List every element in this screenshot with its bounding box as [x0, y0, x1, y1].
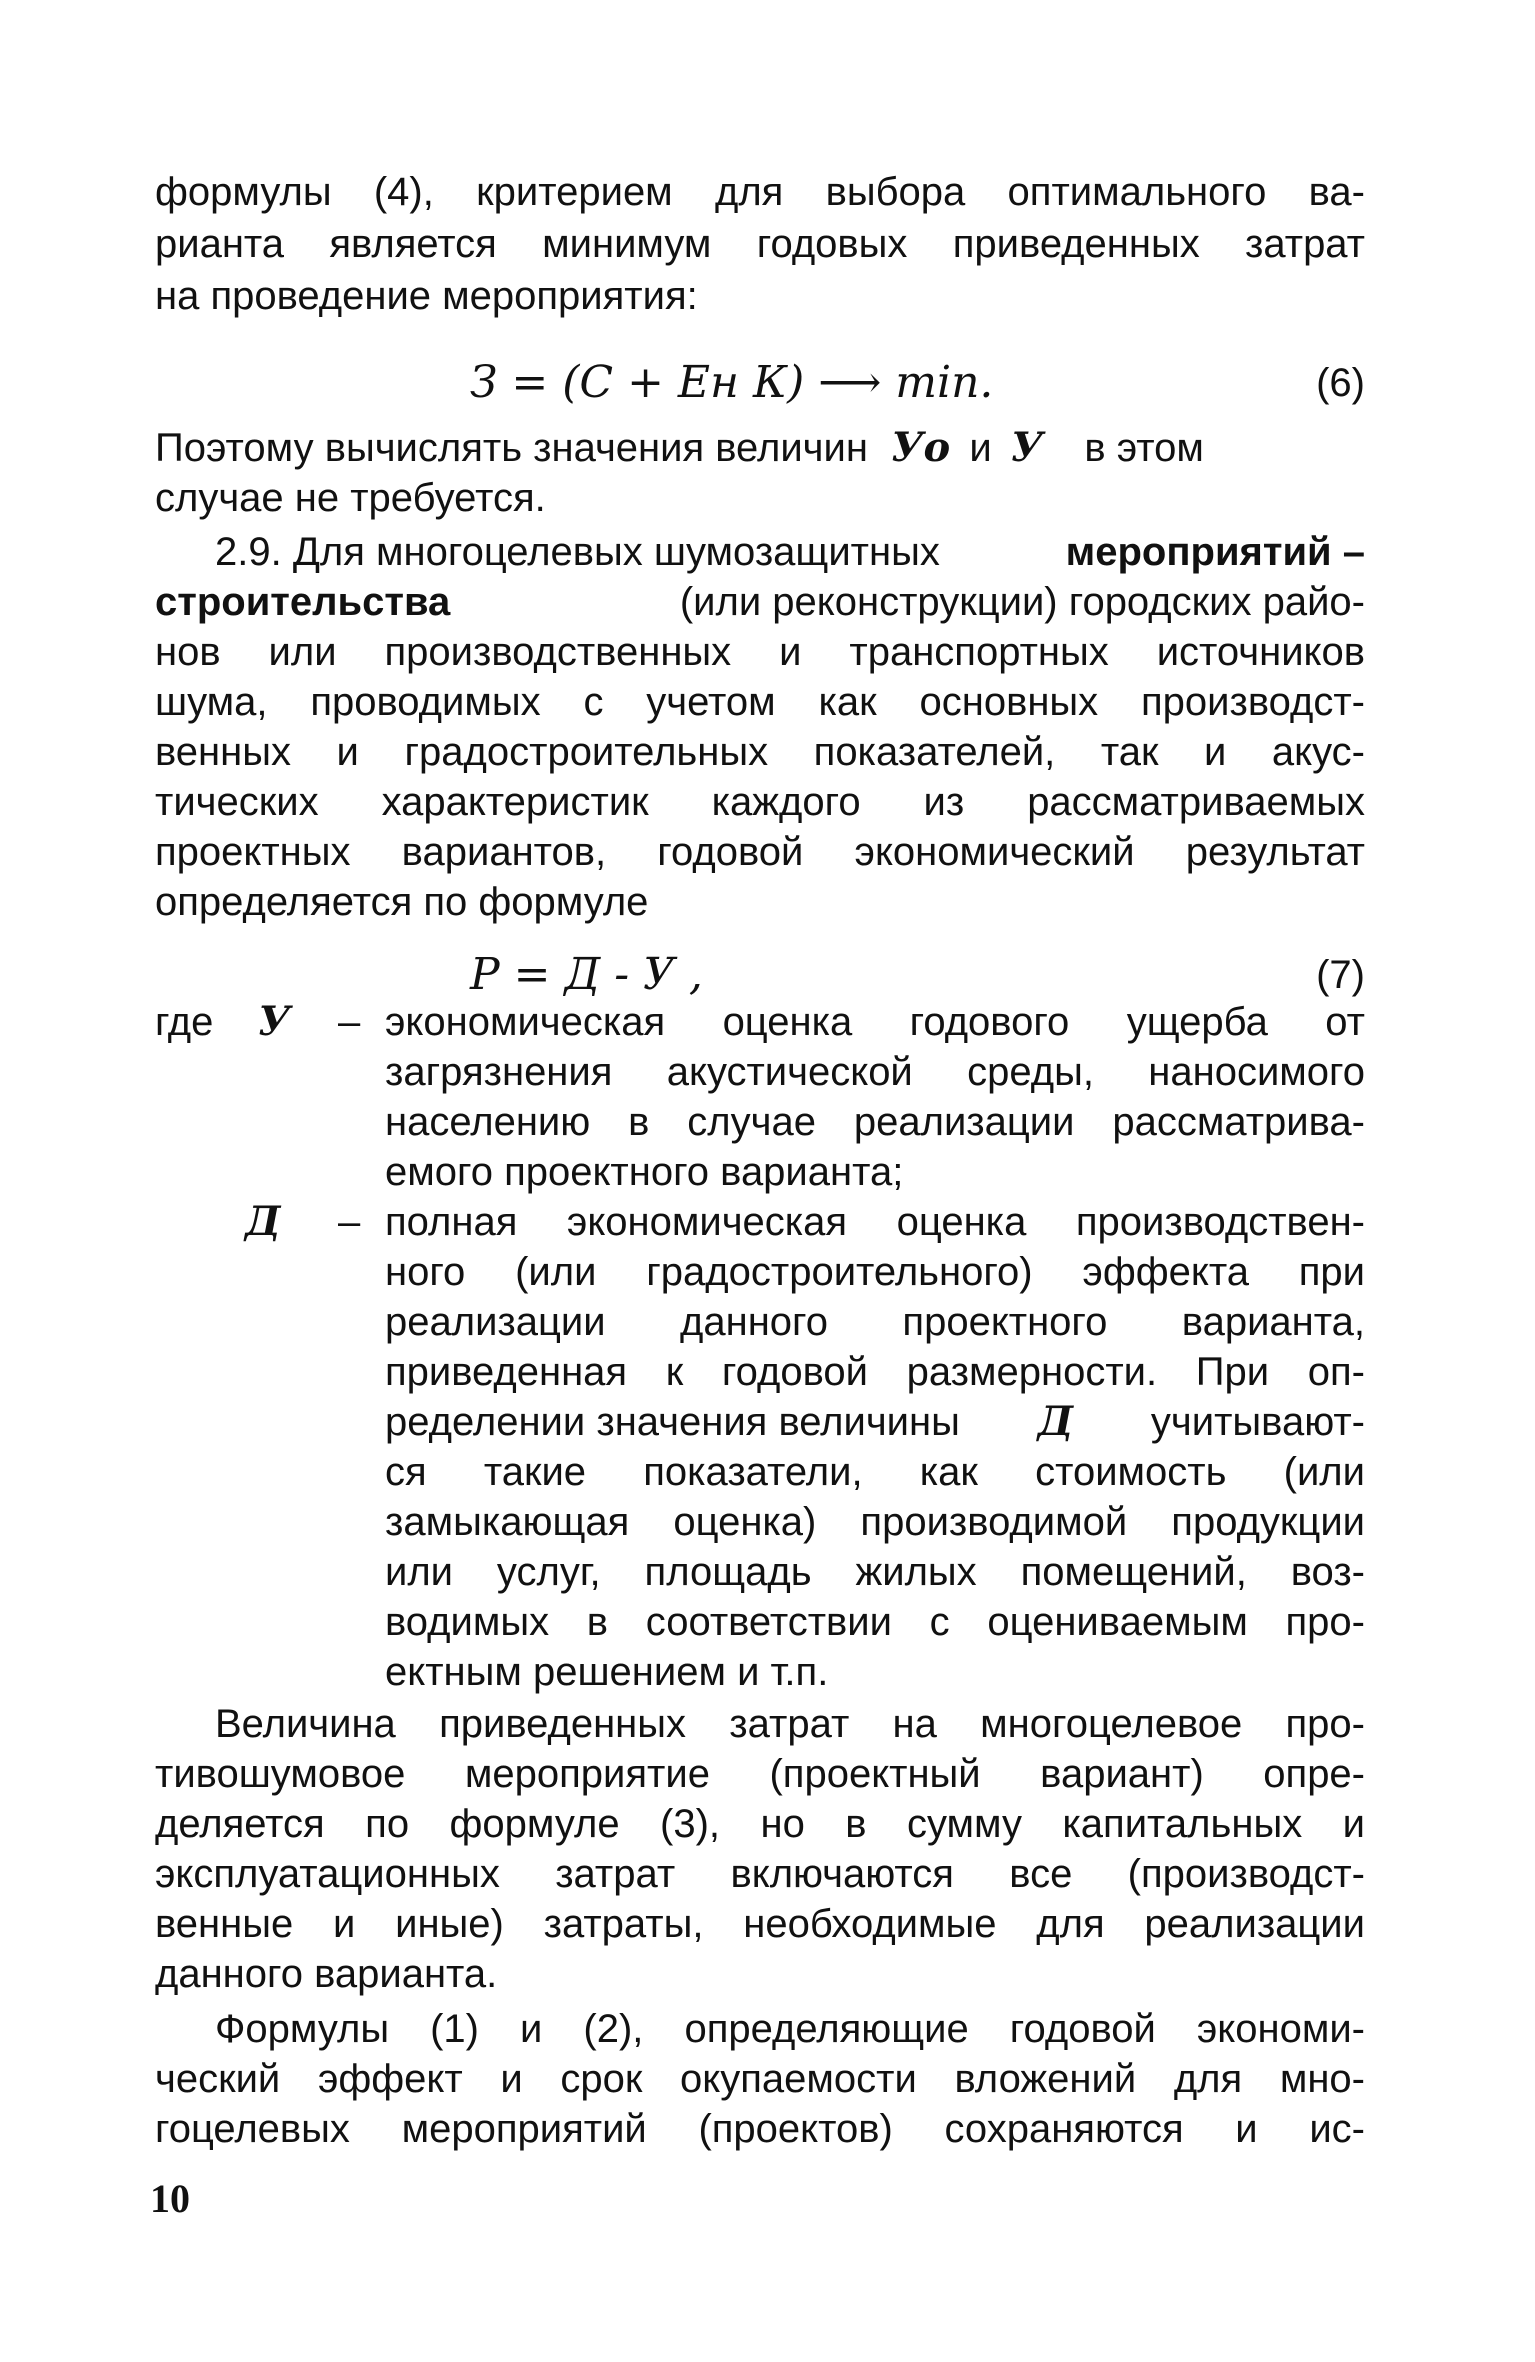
- definition-line: емого проектного варианта;: [385, 1150, 904, 1194]
- definition-line: ного (или градостроительного) эффекта при: [385, 1250, 1365, 1294]
- formula-6: З = (С + Ен К) ⟶ min.: [470, 357, 994, 408]
- text-span: 2.9. Для многоцелевых шумозащитных: [215, 530, 940, 574]
- text-line: Величина приведенных затрат на многоцелевое про-: [215, 1702, 1365, 1746]
- definition-line: полная экономическая оценка производствен-: [385, 1200, 1365, 1244]
- dash: –: [338, 1000, 361, 1044]
- symbol-u: У: [1010, 424, 1044, 471]
- text-line: деляется по формуле (3), но в сумму капитальных и: [155, 1802, 1365, 1846]
- symbol-u: У: [258, 998, 291, 1045]
- formula-7: Р = Д - У ,: [470, 949, 703, 1000]
- text-line: рианта является минимум годовых приведенных затрат: [155, 222, 1365, 266]
- text-line: ческий эффект и срок окупаемости вложений для мно-: [155, 2057, 1365, 2101]
- text-span: в этом: [1084, 426, 1204, 470]
- dash: –: [338, 1200, 361, 1244]
- text-span: Поэтому вычислять значения величин: [155, 426, 868, 470]
- text-line: тивошумовое мероприятие (проектный вариант) опре-: [155, 1752, 1365, 1796]
- text-line: шума, проводимых с учетом как основных производст-: [155, 680, 1365, 724]
- bold-text: строительства: [155, 580, 451, 624]
- definition-line: [385, 1398, 1365, 1446]
- text-span: и: [969, 426, 992, 470]
- text-line: [155, 578, 1365, 626]
- text-span: ределении значения величины: [385, 1400, 960, 1444]
- definition-line: или услуг, площадь жилых помещений, воз-: [385, 1550, 1365, 1594]
- definition-line: водимых в соответствии с оцениваемым про-: [385, 1600, 1365, 1644]
- page-number: 10: [150, 2176, 190, 2221]
- definition-line: ектным решением и т.п.: [385, 1650, 829, 1694]
- text-line: [155, 424, 1365, 472]
- text-line: венные и иные) затраты, необходимые для реализации: [155, 1902, 1365, 1946]
- text-span: (или реконструкции) городских райо-: [679, 580, 1365, 624]
- text-line: [215, 528, 1365, 576]
- text-line: случае не требуется.: [155, 476, 546, 520]
- definition-line: ся такие показатели, как стоимость (или: [385, 1450, 1365, 1494]
- text-line: венных и градостроительных показателей, так и акус-: [155, 730, 1365, 774]
- definition-line: приведенная к годовой размерности. При оп-: [385, 1350, 1365, 1394]
- symbol-u0: Уо: [891, 424, 951, 471]
- text-line: гоцелевых мероприятий (проектов) сохраняются и ис-: [155, 2107, 1365, 2151]
- symbol-d: Д: [1037, 1398, 1074, 1445]
- equation-number-6: (6): [1316, 361, 1365, 405]
- text-line: Формулы (1) и (2), определяющие годовой экономи-: [215, 2007, 1365, 2051]
- text-line: данного варианта.: [155, 1952, 498, 1996]
- text-span: учитывают-: [1150, 1400, 1365, 1444]
- definition-line: экономическая оценка годового ущерба от: [385, 1000, 1365, 1044]
- text-line: проектных вариантов, годовой экономический результат: [155, 830, 1365, 874]
- bold-text: мероприятий –: [1065, 530, 1365, 574]
- text-line: формулы (4), критерием для выбора оптимального ва-: [155, 170, 1365, 214]
- equation-number-7: (7): [1316, 953, 1365, 997]
- text-line: эксплуатационных затрат включаются все (производст-: [155, 1852, 1365, 1896]
- definition-line: загрязнения акустической среды, наносимого: [385, 1050, 1365, 1094]
- definition-line: реализации данного проектного варианта,: [385, 1300, 1365, 1344]
- where-label: где: [155, 1000, 214, 1044]
- text-line: тических характеристик каждого из рассматриваемых: [155, 780, 1365, 824]
- definition-line: населению в случае реализации рассматрива-: [385, 1100, 1365, 1144]
- text-line: нов или производственных и транспортных источников: [155, 630, 1365, 674]
- text-line: определяется по формуле: [155, 880, 649, 924]
- definition-line: замыкающая оценка) производимой продукции: [385, 1500, 1365, 1544]
- text-line: на проведение мероприятия:: [155, 274, 698, 318]
- symbol-d: Д: [245, 1198, 281, 1245]
